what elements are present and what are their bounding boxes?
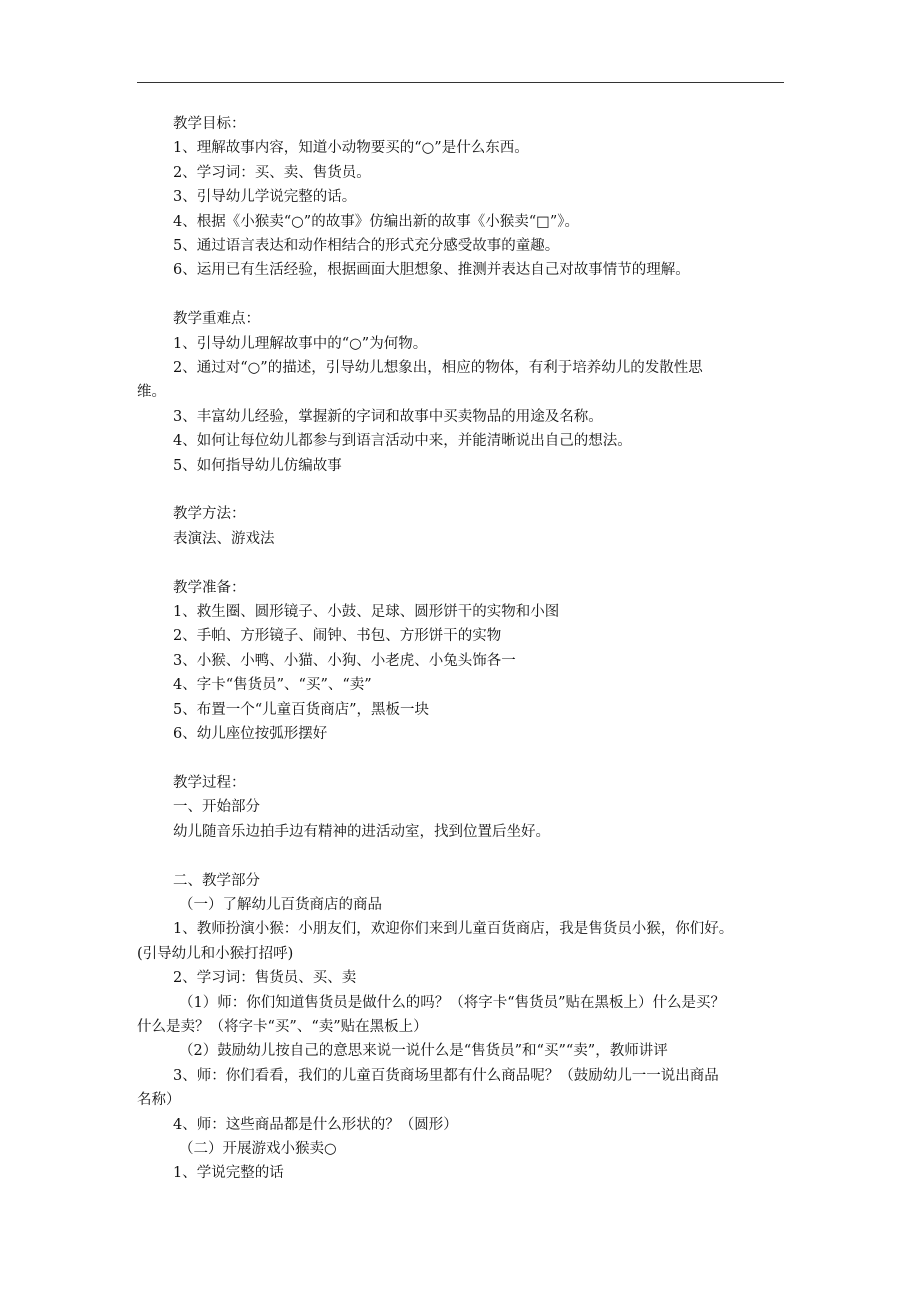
difficulty-item: 3、丰富幼儿经验，掌握新的字词和故事中买卖物品的用途及名称。 [173, 408, 603, 425]
goal-item: 5、通过语言表达和动作相结合的形式充分感受故事的童趣。 [173, 238, 560, 255]
process-subsection-title: （一）了解幼儿百货商店的商品 [179, 896, 382, 913]
preparation-item: 1、救生圈、圆形镜子、小鼓、足球、圆形饼干的实物和小图 [173, 604, 560, 621]
goal-item: 4、根据《小猴卖“○”的故事》仿编出新的故事《小猴卖“□”》。 [173, 213, 579, 230]
spacer [137, 551, 792, 575]
difficulty-item: 5、如何指导幼儿仿编故事 [173, 457, 342, 474]
preparation-item: 3、小猴、小鸭、小猫、小狗、小老虎、小兔头饰各一 [173, 652, 516, 669]
process-part-title: 二、教学部分 [173, 872, 260, 889]
process-step: 2、学习词：售货员、买、卖 [173, 970, 357, 987]
goals-heading: 教学目标： [173, 116, 246, 132]
process-text: 幼儿随音乐边拍手边有精神的进活动室，找到位置后坐好。 [173, 823, 550, 840]
goal-item: 2、学习词：买、卖、售货员。 [173, 164, 371, 181]
difficulty-item-continued: 维。 [137, 384, 166, 401]
preparation-item: 2、手帕、方形镜子、闹钟、书包、方形饼干的实物 [173, 628, 502, 645]
document-body [137, 112, 792, 1186]
process-step-continued: (引导幼儿和小猴打招呼) [137, 945, 294, 962]
process-step: 4、师：这些商品都是什么形状的？（圆形） [173, 1116, 458, 1133]
process-substep: （2）鼓励幼儿按自己的意思来说一说什么是“售货员”和“买”“卖”，教师讲评 [179, 1043, 668, 1060]
spacer [137, 478, 792, 502]
methods-text: 表演法、游戏法 [173, 530, 275, 547]
goal-item: 1、理解故事内容，知道小动物要买的“○”是什么东西。 [173, 140, 529, 157]
spacer [137, 283, 792, 307]
difficulty-item: 4、如何让每位幼儿都参与到语言活动中来，并能清晰说出自己的想法。 [173, 433, 632, 450]
process-heading: 教学过程： [173, 774, 246, 791]
goal-item: 3、引导幼儿学说完整的话。 [173, 189, 357, 206]
process-subsection-title: （二）开展游戏小猴卖○ [179, 1140, 337, 1157]
difficulties-heading: 教学重难点： [173, 311, 260, 328]
process-step: 1、教师扮演小猴：小朋友们，欢迎你们来到儿童百货商店，我是售货员小猴，你们好。 [173, 921, 734, 938]
difficulty-item: 1、引导幼儿理解故事中的“○”为何物。 [173, 335, 428, 352]
preparation-heading: 教学准备： [173, 579, 246, 596]
process-step-continued: 名称） [137, 1092, 181, 1109]
spacer [137, 844, 792, 868]
methods-heading: 教学方法： [173, 506, 246, 523]
process-substep: （1）师：你们知道售货员是做什么的吗？（将字卡“售货员”贴在黑板上）什么是买？ [179, 994, 726, 1011]
difficulty-item: 2、通过对“○”的描述，引导幼儿想象出，相应的物体，有利于培养幼儿的发散性思 [173, 360, 703, 377]
spacer [137, 747, 792, 771]
header-rule [137, 82, 784, 83]
goal-item: 6、运用已有生活经验，根据画面大胆想象、推测并表达自己对故事情节的理解。 [173, 262, 690, 279]
preparation-item: 4、字卡“售货员”、“买”、“卖” [173, 677, 372, 694]
process-step: 1、学说完整的话 [173, 1165, 284, 1182]
preparation-item: 5、布置一个“儿童百货商店”，黑板一块 [173, 701, 430, 718]
process-substep-continued: 什么是卖？（将字卡“买”、“卖”贴在黑板上） [137, 1018, 428, 1035]
process-step: 3、师：你们看看，我们的儿童百货商场里都有什么商品呢？（鼓励幼儿一一说出商品 [173, 1067, 719, 1084]
process-part-title: 一、开始部分 [173, 799, 260, 816]
preparation-item: 6、幼儿座位按弧形摆好 [173, 726, 328, 743]
